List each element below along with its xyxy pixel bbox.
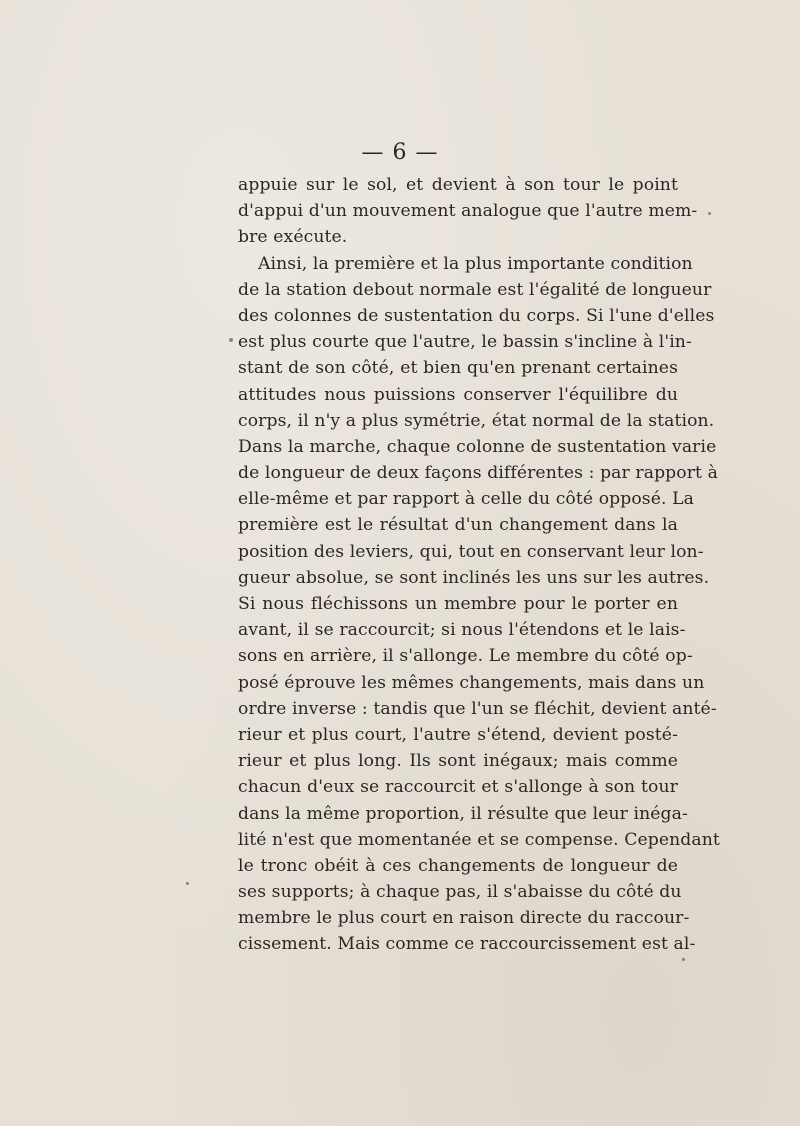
text-line: appuie sur le sol, et devient à son tour le point — [238, 175, 678, 195]
text-line: stant de son côté, et bien qu'en prenant certaines — [238, 358, 678, 379]
text-line: est plus courte que l'autre, le bassin s'incline à l'in- — [238, 332, 692, 353]
paper-speck — [682, 958, 685, 961]
text-line: d'appui d'un mouvement analogue que l'autre mem- — [238, 201, 698, 222]
text-line: lité n'est que momentanée et se compense. Cependant — [238, 829, 720, 850]
text-line: chacun d'eux se raccourcit et s'allonge à son tour — [238, 777, 678, 798]
page-number: — 6 — — [361, 140, 439, 165]
text-line: corps, il n'y a plus symétrie, état normal de la station. — [238, 410, 715, 431]
text-line: Ainsi, la première et la plus importante condition — [258, 253, 693, 274]
text-line: de longueur de deux façons différentes : par rapport à — [238, 463, 718, 484]
paper-speck — [186, 882, 189, 885]
text-line: sons en arrière, il s'allonge. Le membre du côté op- — [238, 646, 693, 667]
body-text — [238, 172, 720, 958]
text-line: le tronc obéit à ces changements de longueur de — [238, 855, 678, 876]
text-line: elle-même et par rapport à celle du côté opposé. La — [238, 489, 694, 510]
text-line: dans la même proportion, il résulte que leur inéga- — [238, 803, 688, 824]
text-line: des colonnes de sustentation du corps. Si l'une d'elles — [238, 305, 715, 326]
paper-speck — [229, 338, 233, 342]
text-line: position des leviers, qui, tout en conservant leur lon- — [238, 541, 704, 562]
text-line: ses supports; à chaque pas, il s'abaisse du côté du — [238, 882, 682, 903]
text-line: ordre inverse : tandis que l'un se fléchit, devient anté- — [238, 698, 717, 719]
text-line: attitudes nous puissions conserver l'équilibre du — [238, 384, 678, 405]
text-line: Si nous fléchissons un membre pour le porter en — [238, 594, 678, 614]
text-line: gueur absolue, se sont inclinés les uns sur les autres. — [238, 567, 710, 588]
text-line: première est le résultat d'un changement dans la — [238, 515, 678, 536]
text-line: bre exécute. — [238, 227, 348, 248]
text-line: rieur et plus court, l'autre s'étend, devient posté- — [238, 724, 678, 745]
text-line: cissement. Mais comme ce raccourcissement est al- — [238, 934, 696, 955]
text-line: avant, il se raccourcit; si nous l'étendons et le lais- — [238, 620, 686, 641]
text-line: rieur et plus long. Ils sont inégaux; mais comme — [238, 751, 678, 772]
paper-speck — [708, 212, 711, 215]
text-line: membre le plus court en raison directe du raccour- — [238, 908, 690, 929]
text-line: posé éprouve les mêmes changements, mais dans un — [238, 672, 705, 693]
text-line: de la station debout normale est l'égalité de longueur — [238, 279, 712, 300]
text-line: Dans la marche, chaque colonne de sustentation varie — [238, 436, 717, 457]
